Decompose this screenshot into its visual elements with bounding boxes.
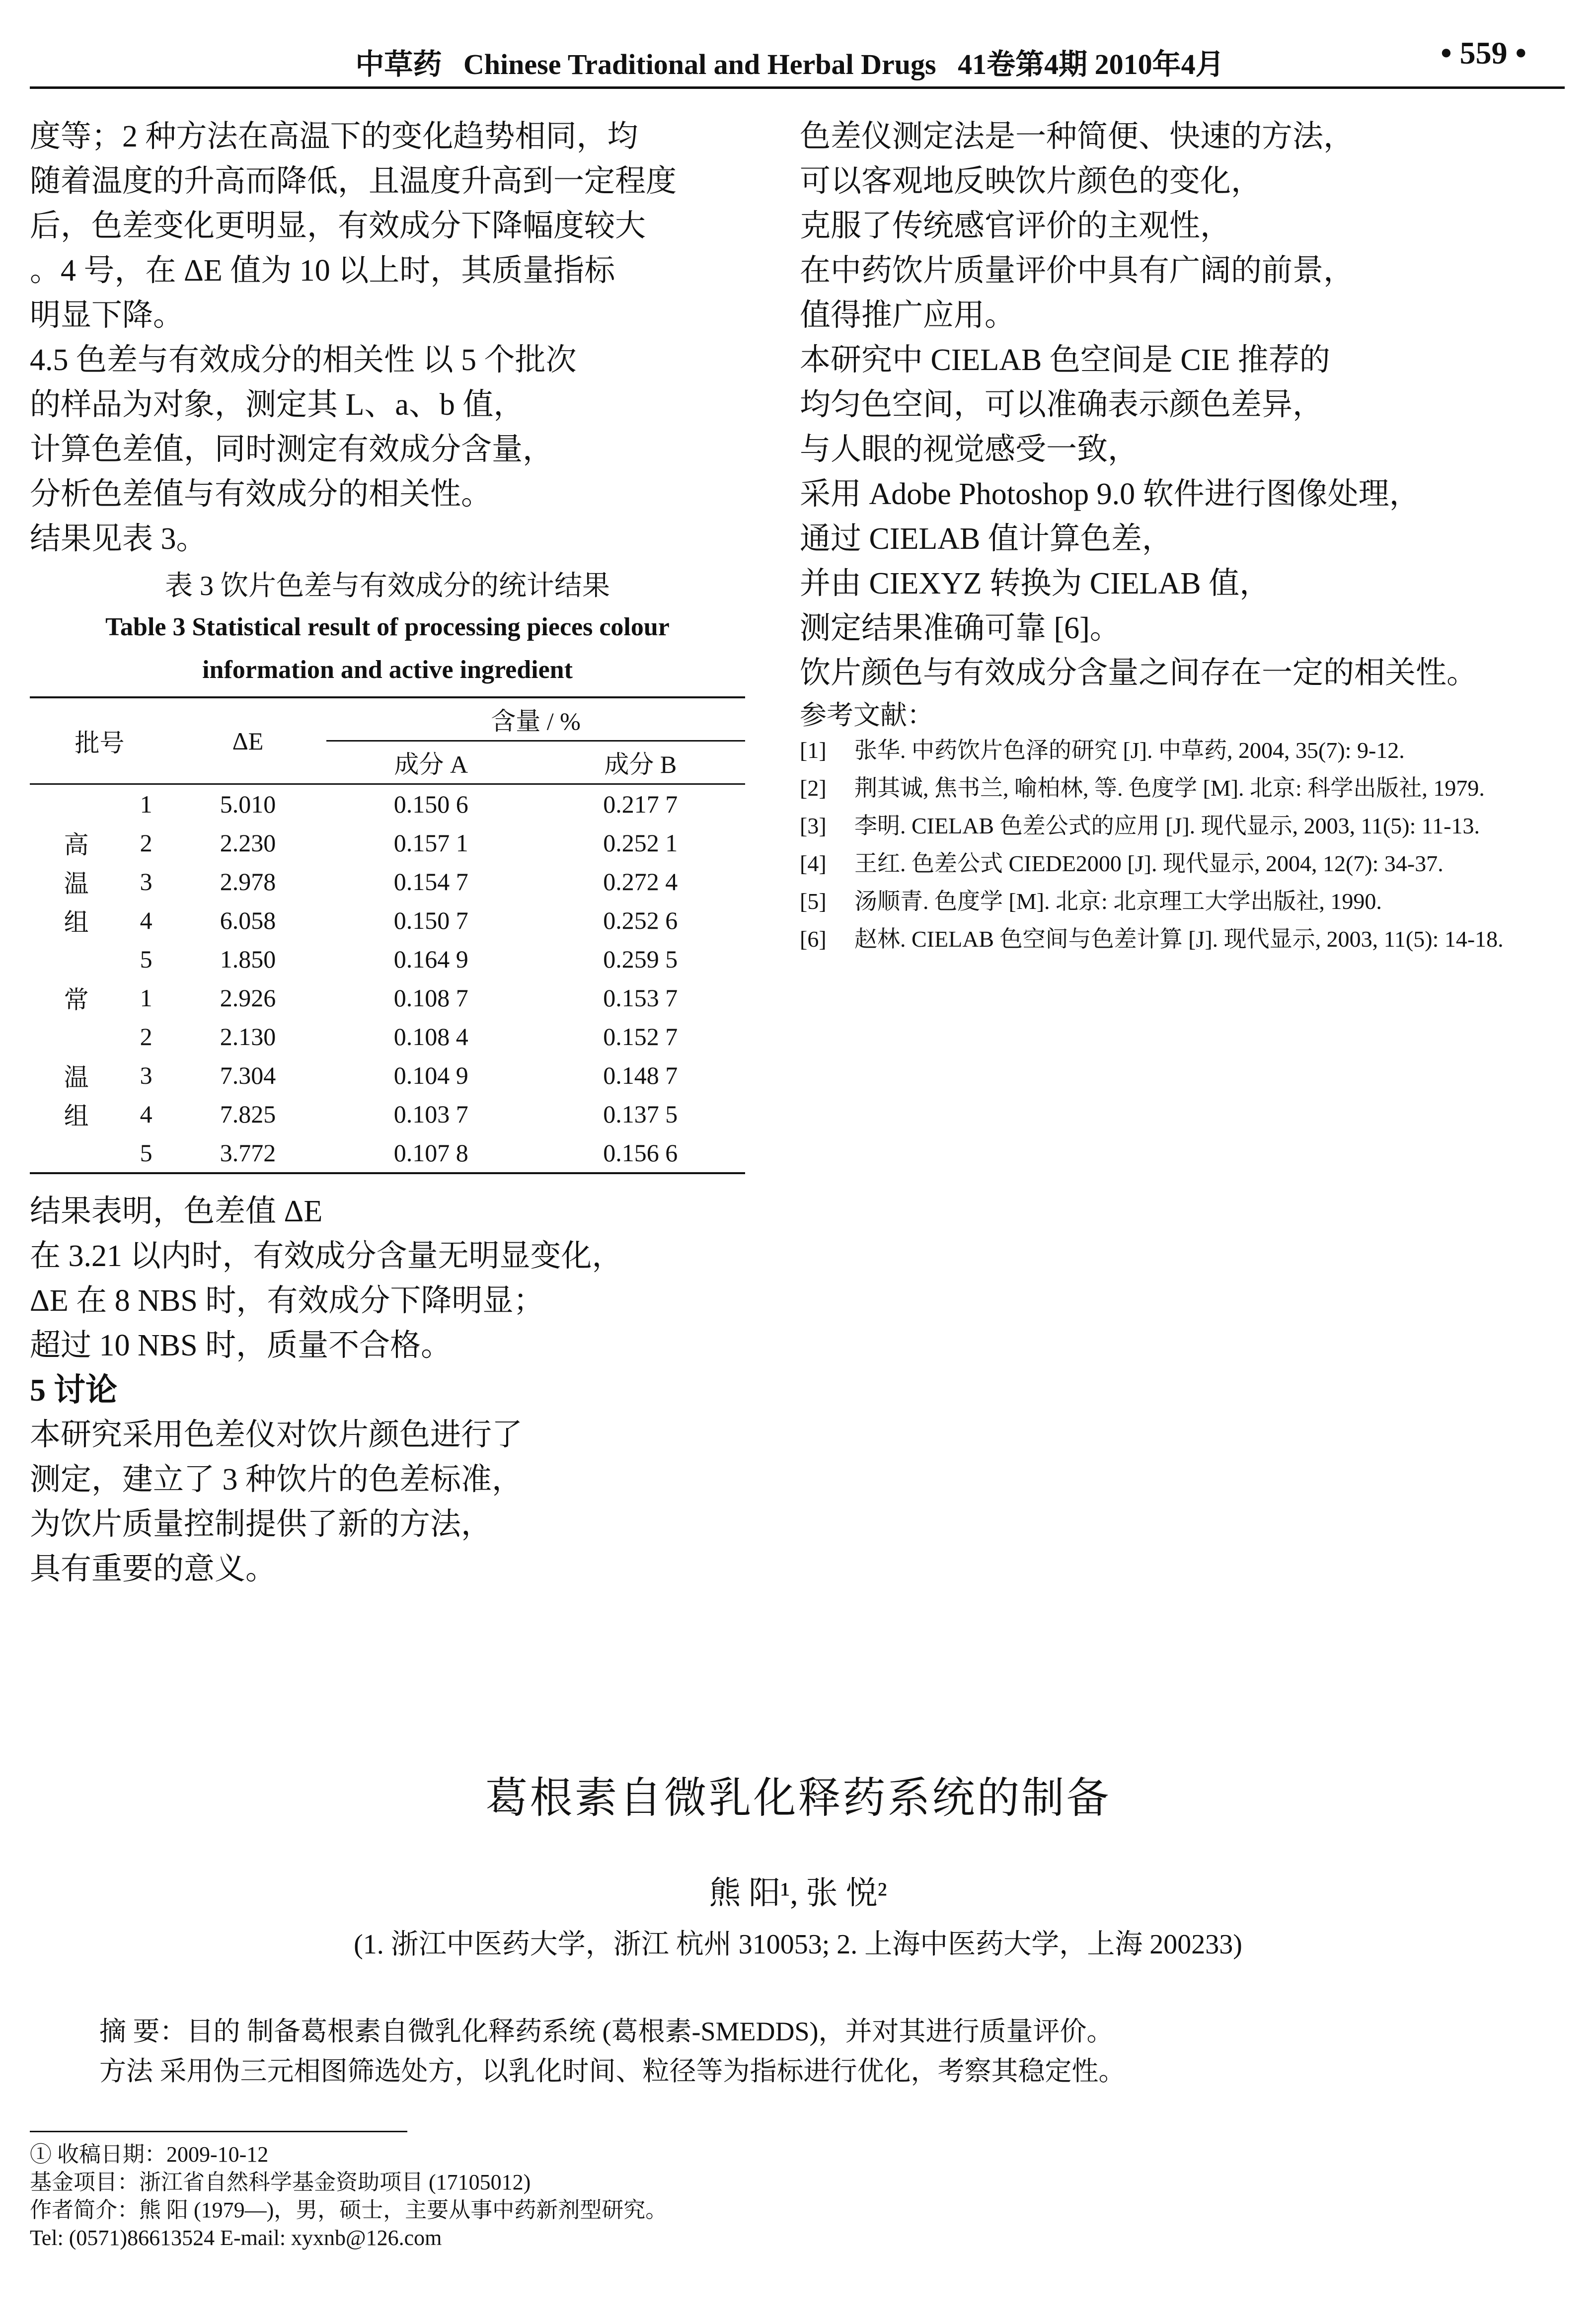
- references-heading: 参考文献：: [800, 700, 934, 730]
- row-number: 5: [140, 1139, 152, 1167]
- row-delta-e: 7.825: [220, 1100, 276, 1128]
- text-line: 在中药饮片质量评价中具有广阔的前景，: [800, 254, 1355, 288]
- row-group: 常: [64, 986, 89, 1014]
- right-paragraph: [800, 114, 1515, 695]
- text-line: 测定结果准确可靠 [6]。: [800, 611, 1121, 645]
- table-row: [30, 940, 745, 978]
- text-line: 明显下降。: [30, 299, 184, 332]
- reference-item: [800, 811, 1515, 841]
- reference-item: [800, 773, 1515, 804]
- row-content-b: 0.259 5: [603, 945, 678, 973]
- row-delta-e: 6.058: [220, 906, 276, 934]
- row-content-b: 0.156 6: [603, 1139, 678, 1167]
- row-group: [30, 784, 123, 824]
- article-abstract: [99, 2012, 1490, 2091]
- reference-number: [5]: [800, 889, 827, 914]
- row-content-a: 0.164 9: [393, 945, 468, 973]
- left-paragraph: [30, 114, 745, 561]
- results-table: [30, 696, 745, 1174]
- text-line: 4.5 色差与有效成分的相关性 以 5 个批次: [30, 343, 577, 377]
- row-delta-e: 2.230: [220, 829, 276, 857]
- table-row: [30, 978, 745, 1017]
- table-row: [30, 1017, 745, 1056]
- table-row: [30, 901, 745, 940]
- row-delta-e: 1.850: [220, 945, 276, 973]
- row-group: 高: [64, 831, 89, 859]
- row-content-a: 0.104 9: [393, 1061, 468, 1089]
- row-content-b: 0.152 7: [603, 1023, 678, 1050]
- reference-text: 王红. 色差公式 CIEDE2000 [J]. 现代显示, 2004, 12(7): 34-37.: [854, 851, 1444, 876]
- row-content-a: 0.108 4: [393, 1023, 468, 1050]
- footnote-bio: 作者简介：熊 阳 (1979—)，男，硕士，主要从事中药新剂型研究。: [30, 2198, 668, 2222]
- reference-item: [800, 848, 1515, 879]
- journal-name-en: Chinese Traditional and Herbal Drugs: [463, 48, 936, 80]
- text-line: 随着温度的升高而降低，且温度升高到一定程度: [30, 164, 677, 198]
- column-header-delta-e: ΔE: [232, 727, 264, 755]
- reference-item: [800, 735, 1515, 766]
- text-line: 并由 CIEXYZ 转换为 CIELAB 值，: [800, 567, 1271, 600]
- text-line: 后，色差变化更明显，有效成分下降幅度较大: [30, 209, 646, 243]
- row-content-a: 0.107 8: [393, 1139, 468, 1167]
- row-number: 5: [140, 945, 152, 973]
- table-caption-zh: 表 3 饮片色差与有效成分的统计结果: [165, 571, 610, 601]
- reference-item: [800, 924, 1515, 955]
- reference-number: [6]: [800, 926, 827, 952]
- row-group: [30, 1017, 123, 1056]
- row-number: 1: [140, 984, 152, 1012]
- row-delta-e: 3.772: [220, 1139, 276, 1167]
- row-content-b: 0.272 4: [603, 868, 678, 896]
- row-content-b: 0.148 7: [603, 1061, 678, 1089]
- table-row: [30, 1095, 745, 1133]
- text-line: 与人眼的视觉感受一致，: [800, 433, 1139, 466]
- reference-text: 汤顺青. 色度学 [M]. 北京: 北京理工大学出版社, 1990.: [854, 889, 1382, 914]
- row-content-a: 0.150 7: [393, 906, 468, 934]
- table-caption-en: [30, 606, 745, 691]
- row-number: 3: [140, 868, 152, 896]
- text-line: 度等；2 种方法在高温下的变化趋势相同，均: [30, 120, 638, 153]
- table-caption-en-line: information and active ingredient: [202, 656, 573, 684]
- abstract-line: 方法 采用伪三元相图筛选处方，以乳化时间、粒径等为指标进行优化，考察其稳定性。: [99, 2056, 1126, 2086]
- row-delta-e: 2.926: [220, 984, 276, 1012]
- header-rule: [30, 86, 1565, 89]
- article-title: 葛根素自微乳化释药系统的制备: [485, 1774, 1111, 1822]
- journal-name-zh: 中草药: [355, 48, 442, 80]
- table-row: [30, 824, 745, 862]
- row-number: 4: [140, 906, 152, 934]
- text-line: 均匀色空间，可以准确表示颜色差异，: [800, 388, 1324, 422]
- left-column: [30, 114, 745, 1591]
- table-row: [30, 1056, 745, 1095]
- text-line: 的样品为对象，测定其 L、a、b 值，: [30, 388, 525, 422]
- reference-text: 赵林. CIELAB 色空间与色差计算 [J]. 现代显示, 2003, 11(5): 14-18.: [854, 926, 1504, 952]
- reference-number: [4]: [800, 851, 827, 876]
- text-line: 饮片颜色与有效成分含量之间存在一定的相关性。: [800, 656, 1478, 690]
- row-delta-e: 2.130: [220, 1023, 276, 1050]
- text-line: 。4 号，在 ΔE 值为 10 以上时，其质量指标: [30, 254, 615, 288]
- text-line: 具有重要的意义。: [30, 1552, 277, 1586]
- row-group: [30, 1133, 123, 1173]
- text-line: 超过 10 NBS 时，质量不合格。: [30, 1329, 452, 1362]
- table-row: [30, 1133, 745, 1173]
- row-content-a: 0.108 7: [393, 984, 468, 1012]
- text-line: 计算色差值，同时测定有效成分含量，: [30, 433, 554, 466]
- row-content-a: 0.103 7: [393, 1100, 468, 1128]
- row-number: 4: [140, 1100, 152, 1128]
- text-line: 为饮片质量控制提供了新的方法，: [30, 1507, 492, 1541]
- page-header: [0, 35, 1596, 89]
- reference-item: [800, 886, 1515, 917]
- text-line: 可以客观地反映饮片颜色的变化，: [800, 164, 1262, 198]
- abstract-line: 摘 要：目的 制备葛根素自微乳化释药系统 (葛根素-SMEDDS)，并对其进行质量评价。: [99, 2017, 1114, 2046]
- row-content-a: 0.157 1: [393, 829, 468, 857]
- column-header-batch: 批号: [75, 729, 125, 757]
- volume-issue: 41卷第4期 2010年4月: [958, 48, 1224, 80]
- row-number: 2: [140, 1023, 152, 1050]
- reference-text: 李明. CIELAB 色差公式的应用 [J]. 现代显示, 2003, 11(5): 11-13.: [854, 813, 1480, 838]
- text-line: 值得推广应用。: [800, 299, 1016, 332]
- footnote-received: ① 收稿日期：2009-10-12: [30, 2142, 269, 2167]
- footnote-fund: 基金项目：浙江省自然科学基金资助项目 (17105012): [30, 2170, 531, 2194]
- footnote: [30, 2141, 1123, 2252]
- discussion-paragraph: [30, 1413, 745, 1591]
- reference-number: [2]: [800, 775, 827, 801]
- row-number: 1: [140, 790, 152, 818]
- section-heading: 5 讨论: [30, 1372, 117, 1408]
- text-line: 色差仪测定法是一种简便、快速的方法，: [800, 120, 1355, 153]
- text-line: 分析色差值与有效成分的相关性。: [30, 477, 492, 511]
- text-line: 测定，建立了 3 种饮片的色差标准，: [30, 1463, 523, 1497]
- table-caption-en-line: Table 3 Statistical result of processing pieces colour: [105, 613, 670, 641]
- column-header-a: 成分 A: [394, 750, 468, 778]
- page-number: • 559 •: [1441, 35, 1526, 71]
- reference-text: 荆其诚, 焦书兰, 喻柏林, 等. 色度学 [M]. 北京: 科学出版社, 1979.: [854, 775, 1485, 801]
- row-group: 组: [64, 908, 89, 936]
- row-group: 组: [64, 1102, 89, 1130]
- row-delta-e: 5.010: [220, 790, 276, 818]
- text-line: 结果表明，色差值 ΔE: [30, 1195, 323, 1228]
- row-group: [30, 940, 123, 978]
- text-line: 本研究采用色差仪对饮片颜色进行了: [30, 1418, 523, 1452]
- reference-number: [3]: [800, 813, 827, 838]
- row-content-b: 0.252 6: [603, 906, 678, 934]
- journal-running-title: [318, 41, 1262, 82]
- after-table-paragraph: [30, 1189, 745, 1368]
- row-group: 温: [64, 1063, 89, 1091]
- reference-number: [1]: [800, 738, 827, 763]
- article-authors: 熊 阳¹, 张 悦²: [709, 1875, 887, 1911]
- row-number: 3: [140, 1061, 152, 1089]
- column-header-b: 成分 B: [604, 750, 677, 778]
- text-line: 本研究中 CIELAB 色空间是 CIE 推荐的: [800, 343, 1330, 377]
- references-list: [800, 735, 1515, 955]
- row-content-b: 0.252 1: [603, 829, 678, 857]
- column-group-content: 含量 / %: [326, 697, 745, 741]
- article-affiliation: (1. 浙江中医药大学，浙江 杭州 310053; 2. 上海中医药大学，上海 200233): [354, 1929, 1242, 1960]
- row-delta-e: 7.304: [220, 1061, 276, 1089]
- row-number: 2: [140, 829, 152, 857]
- text-line: 通过 CIELAB 值计算色差，: [800, 522, 1173, 556]
- text-line: 结果见表 3。: [30, 522, 207, 556]
- row-content-a: 0.150 6: [393, 790, 468, 818]
- footnote-contact: Tel: (0571)86613524 E-mail: xyxnb@126.com: [30, 2226, 442, 2250]
- reference-text: 张华. 中药饮片色泽的研究 [J]. 中草药, 2004, 35(7): 9-12.: [854, 738, 1405, 763]
- footnote-rule: [30, 2131, 407, 2132]
- table-row: [30, 784, 745, 824]
- row-content-b: 0.217 7: [603, 790, 678, 818]
- text-line: 在 3.21 以内时，有效成分含量无明显变化，: [30, 1239, 623, 1273]
- text-line: 采用 Adobe Photoshop 9.0 软件进行图像处理，: [800, 477, 1420, 511]
- row-content-b: 0.137 5: [603, 1100, 678, 1128]
- table-row: [30, 862, 745, 901]
- text-line: 克服了传统感官评价的主观性，: [800, 209, 1231, 243]
- right-column: [800, 114, 1515, 962]
- row-group: 温: [64, 870, 89, 898]
- row-content-b: 0.153 7: [603, 984, 678, 1012]
- row-content-a: 0.154 7: [393, 868, 468, 896]
- row-delta-e: 2.978: [220, 868, 276, 896]
- text-line: ΔE 在 8 NBS 时，有效成分下降明显；: [30, 1284, 544, 1318]
